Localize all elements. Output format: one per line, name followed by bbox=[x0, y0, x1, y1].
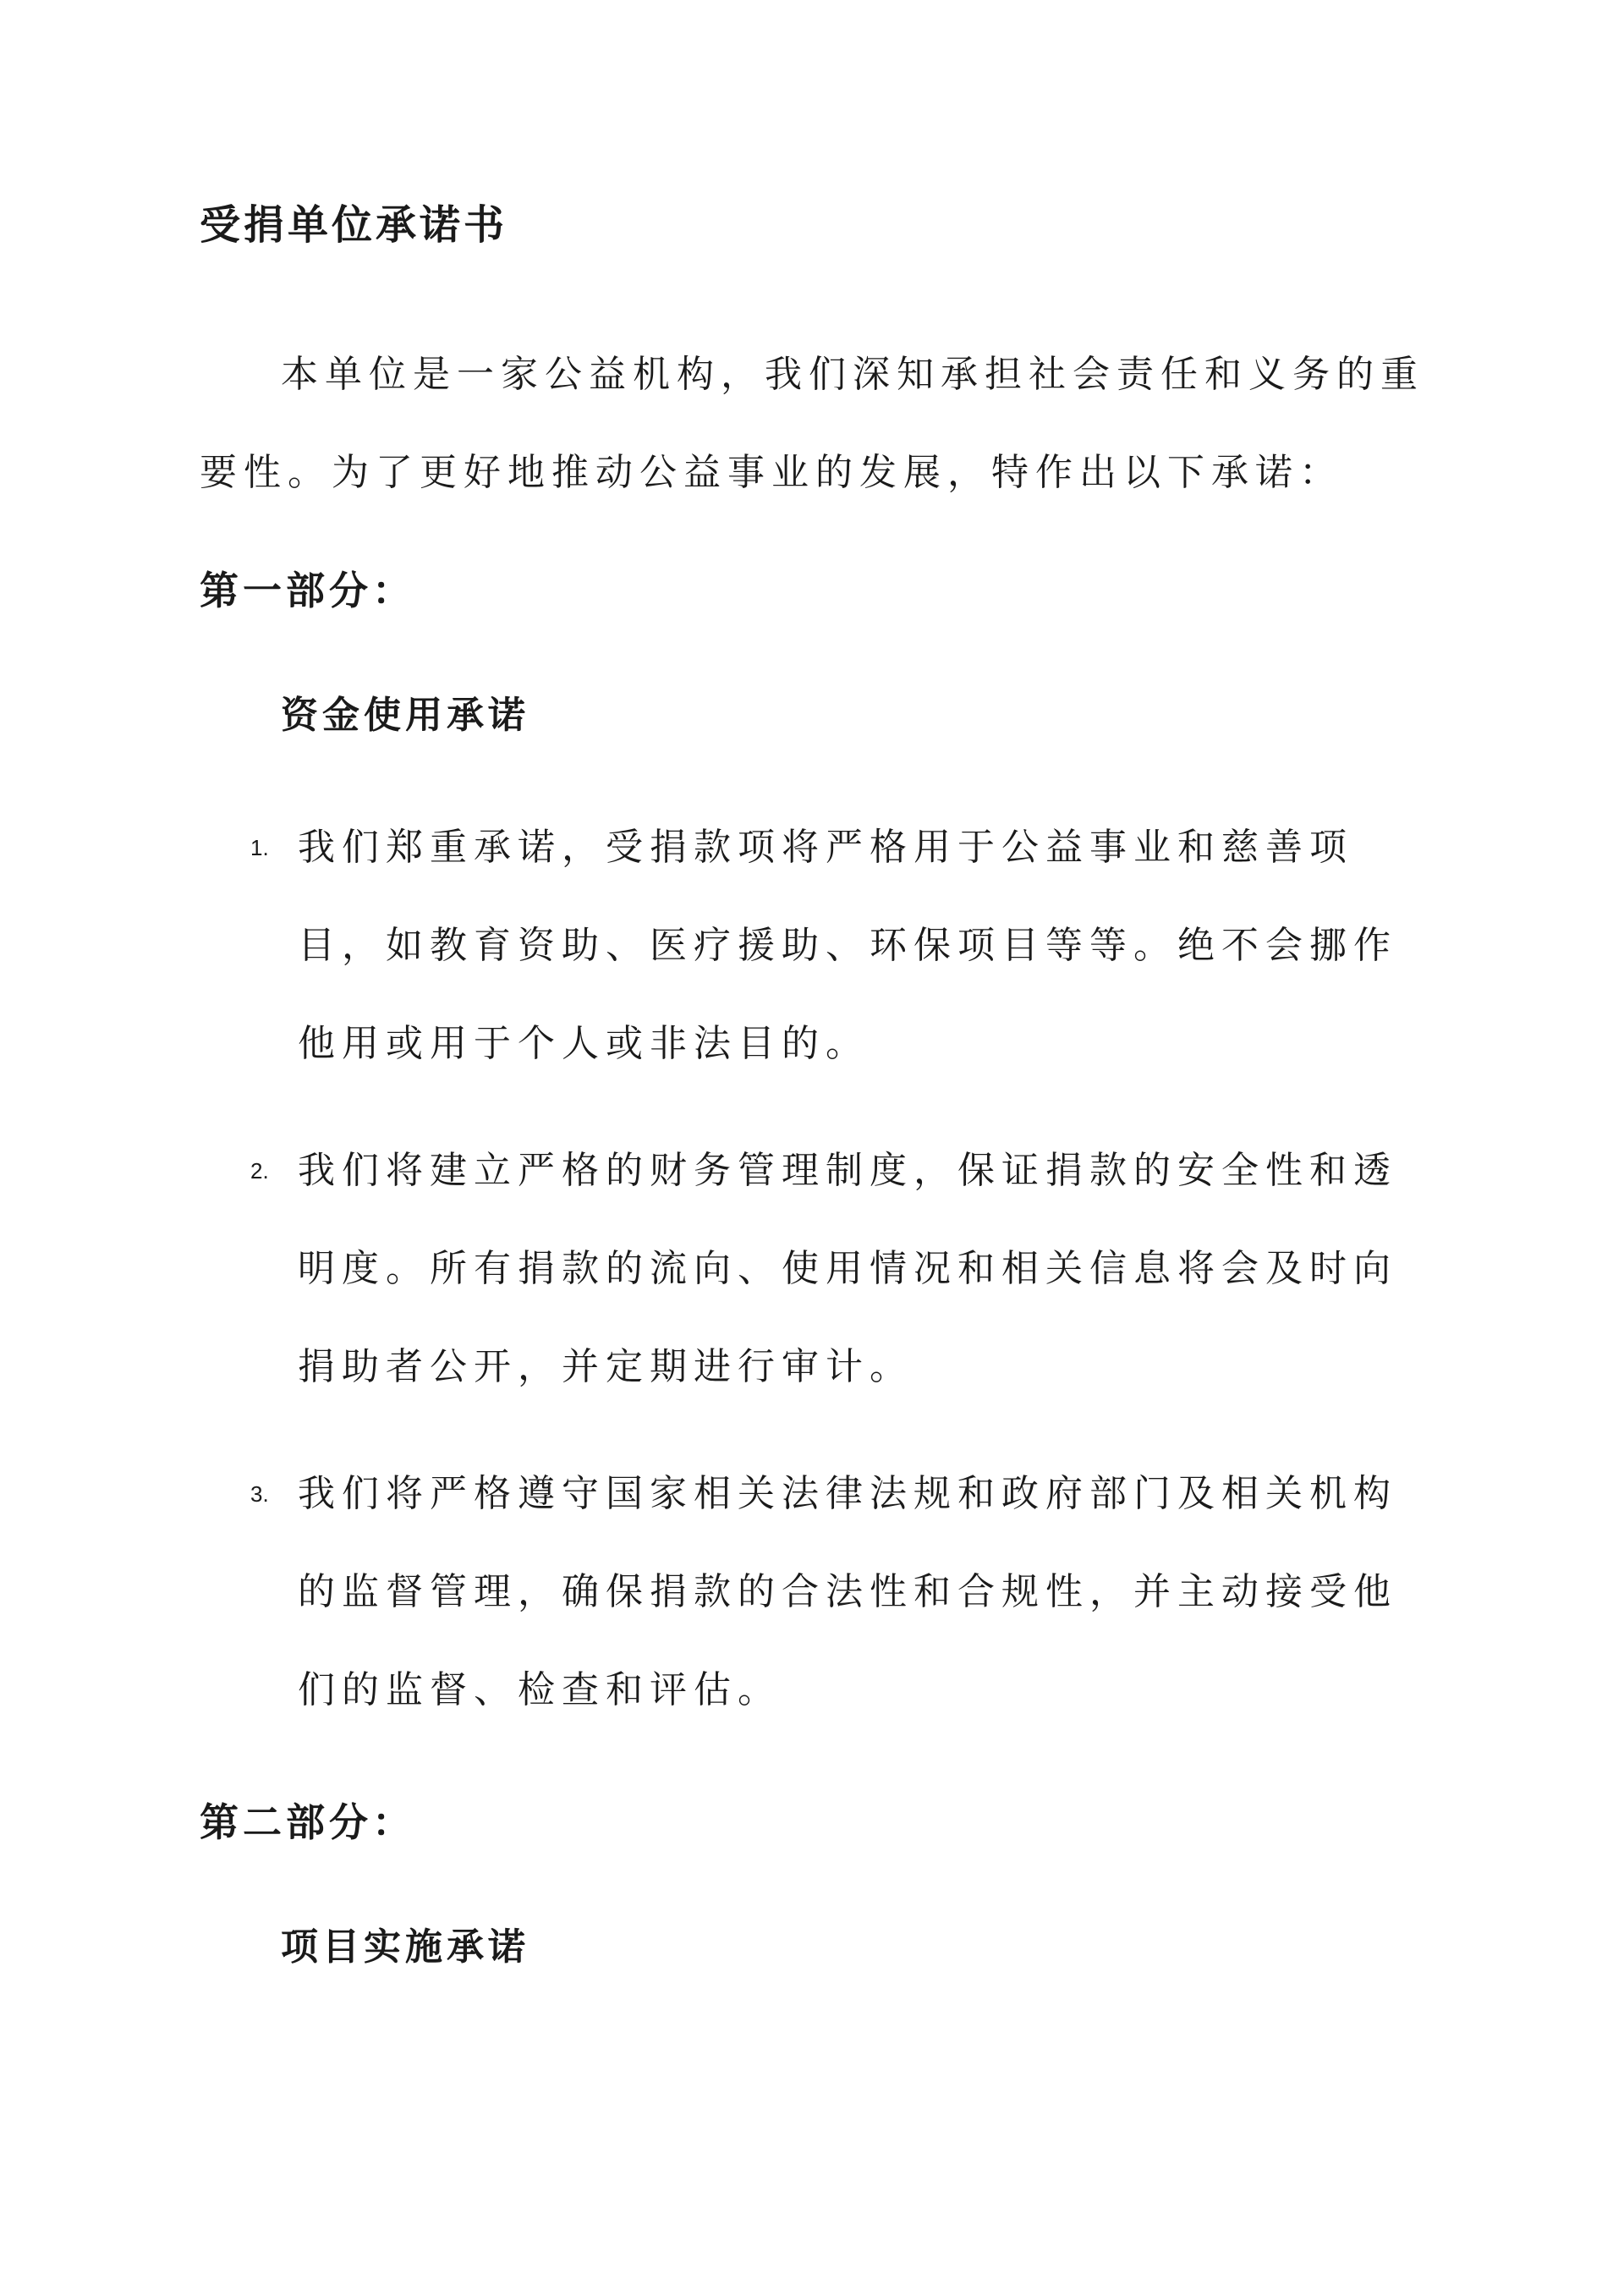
list-item-number: 1. bbox=[250, 835, 269, 860]
section-2-heading: 第二部分： bbox=[200, 1799, 415, 1845]
intro-text: 本单位是一家公益机构，我们深知承担社会责任和义务的重要性。为了更好地推动公益事业的发展，特作出以下承诺： bbox=[200, 353, 1424, 494]
document-title: 受捐单位承诺书 bbox=[200, 201, 508, 249]
list-item-number: 3. bbox=[250, 1481, 269, 1507]
list-item-text: 我们郑重承诺，受捐款项将严格用于公益事业和慈善项目，如教育资助、医疗援助、环保项目等等。绝不会挪作他用或用于个人或非法目的。 bbox=[298, 826, 1397, 1065]
section-1-subheading: 资金使用承诺 bbox=[281, 694, 529, 737]
list-item-text: 我们将严格遵守国家相关法律法规和政府部门及相关机构的监督管理，确保捐款的合法性和合规性，并主动接受他们的监督、检查和评估。 bbox=[298, 1472, 1397, 1711]
list-item-number: 2. bbox=[250, 1158, 269, 1184]
list-item-text: 我们将建立严格的财务管理制度，保证捐款的安全性和透明度。所有捐款的流向、使用情况和相关信息将会及时向捐助者公开，并定期进行审计。 bbox=[298, 1149, 1397, 1388]
intro-paragraph bbox=[200, 326, 1435, 522]
section-2-subheading: 项目实施承诺 bbox=[281, 1925, 529, 1969]
section-1-heading: 第一部分： bbox=[200, 568, 415, 613]
